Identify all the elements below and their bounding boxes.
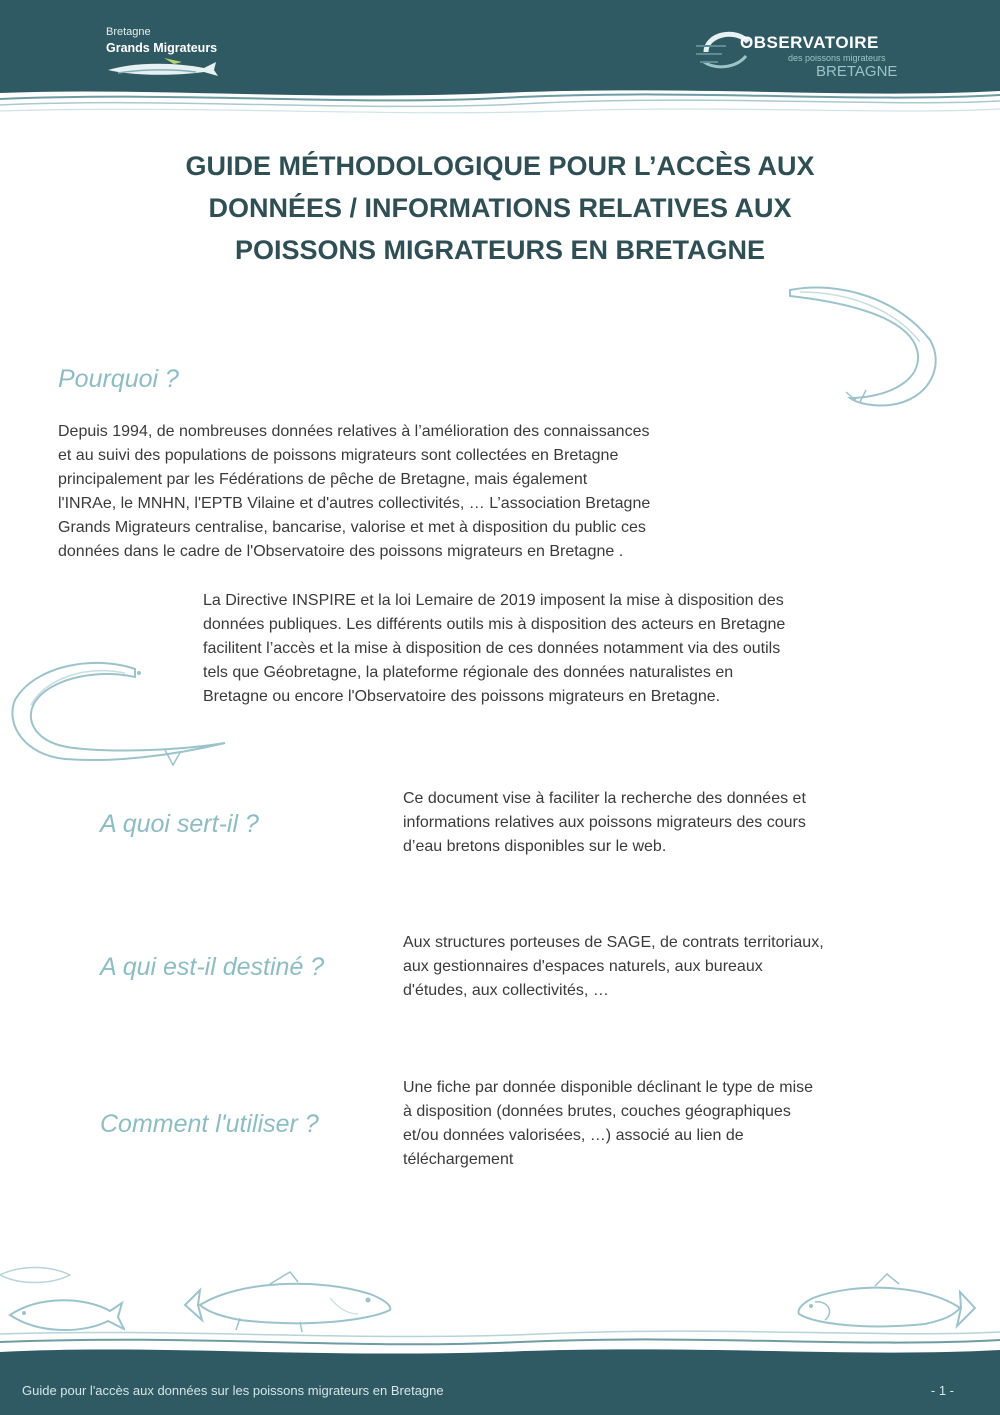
- text-line: aux gestionnaires d'espaces naturels, aux bureaux: [403, 958, 763, 975]
- text-line: Bretagne ou encore l'Observatoire des poissons migrateurs en Bretagne.: [203, 688, 721, 705]
- title-line: GUIDE MÉTHODOLOGIQUE POUR L’ACCÈS AUX: [185, 151, 815, 181]
- page-title: [100, 145, 900, 271]
- text-line: principalement par les Fédérations de pêche de Bretagne, mais également: [58, 471, 588, 488]
- title-line: POISSONS MIGRATEURS EN BRETAGNE: [234, 235, 766, 265]
- heading-a-qui-est-il-destine: A qui est-il destiné ?: [100, 953, 325, 981]
- logo-right-line1: OBSERVATOIRE: [740, 33, 879, 52]
- footer-title: Guide pour l'accès aux données sur les poissons migrateurs en Bretagne: [22, 1383, 444, 1398]
- text-line: Aux structures porteuses de SAGE, de contrats territoriaux,: [403, 934, 824, 951]
- header-wave-decoration: [0, 85, 1000, 135]
- text-line: Grands Migrateurs centralise, bancarise, valorise et met à disposition du public ces: [58, 519, 646, 536]
- logo-right-line3: BRETAGNE: [816, 63, 898, 80]
- text-line: et au suivi des populations de poissons migrateurs sont collectées en Bretagne: [58, 447, 619, 464]
- text-line: Une fiche par donnée disponible déclinant le type de mise: [403, 1079, 814, 1096]
- comment-l-utiliser-paragraph: [403, 1076, 813, 1172]
- pourquoi-paragraph-2: [203, 589, 785, 709]
- text-line: à disposition (données brutes, couches géographiques: [403, 1103, 791, 1120]
- a-quoi-sert-il-paragraph: [403, 787, 806, 859]
- text-line: facilitent l’accès et la mise à disposition de ces données notamment via des outils: [203, 640, 781, 657]
- text-line: d'études, aux collectivités, …: [403, 982, 609, 999]
- text-line: téléchargement: [403, 1151, 514, 1168]
- text-line: Ce document vise à faciliter la recherche des données et: [403, 790, 806, 807]
- pourquoi-paragraph-1: [58, 420, 650, 564]
- page-number: - 1 -: [930, 1383, 954, 1398]
- text-line: Depuis 1994, de nombreuses données relatives à l’amélioration des connaissances: [58, 423, 650, 440]
- a-qui-est-il-destine-paragraph: [403, 931, 824, 1003]
- text-line: données dans le cadre de l'Observatoire des poissons migrateurs en Bretagne .: [58, 543, 624, 560]
- text-line: et/ou données valorisées, …) associé au lien de: [403, 1127, 744, 1144]
- logo-bretagne-grands-migrateurs: [104, 26, 234, 82]
- text-line: données publiques. Les différents outils mis à disposition des acteurs en Bretagne: [203, 616, 786, 633]
- heading-pourquoi: Pourquoi ?: [58, 365, 179, 393]
- fish-logo-icon: [104, 56, 224, 78]
- eel-illustration: [780, 280, 945, 415]
- heading-a-quoi-sert-il: A quoi sert-il ?: [100, 810, 259, 838]
- logo-right-line2: des poissons migrateurs: [788, 53, 886, 63]
- logo-observatoire: [696, 22, 896, 84]
- text-line: tels que Géobretagne, la plateforme régionale des données naturalistes en: [203, 664, 734, 681]
- text-line: l'INRAe, le MNHN, l'EPTB Vilaine et d'autres collectivités, … L’association Bretagne: [58, 495, 651, 512]
- heading-comment-l-utiliser: Comment l'utiliser ?: [100, 1110, 319, 1138]
- eel-illustration: [5, 655, 230, 780]
- text-line: d’eau bretons disponibles sur le web.: [403, 838, 667, 855]
- text-line: informations relatives aux poissons migrateurs des cours: [403, 814, 806, 831]
- logo-left-line2: Grands Migrateurs: [106, 41, 218, 55]
- logo-left-line1: Bretagne: [106, 26, 151, 38]
- text-line: La Directive INSPIRE et la loi Lemaire de 2019 imposent la mise à disposition des: [203, 592, 784, 609]
- title-line: DONNÉES / INFORMATIONS RELATIVES AUX: [208, 193, 792, 223]
